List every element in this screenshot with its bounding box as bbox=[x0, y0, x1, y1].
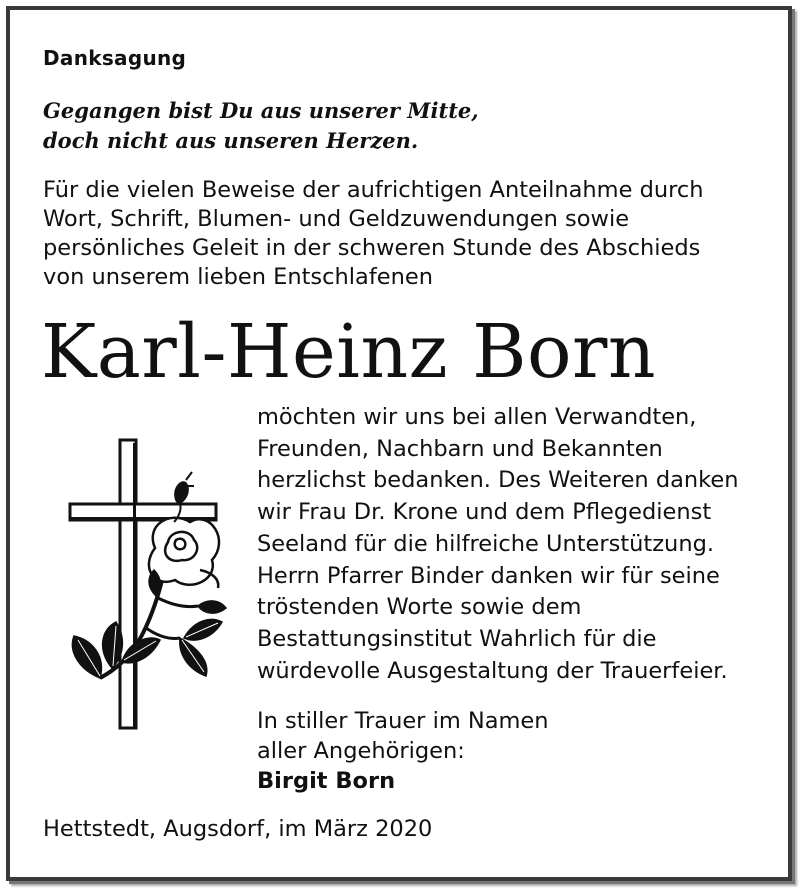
place-date: Hettstedt, Augsdorf, im März 2020 bbox=[43, 816, 433, 842]
quote-line: doch nicht aus unseren Herzen. bbox=[43, 128, 419, 153]
body-line: Herrn Pfarrer Binder danken wir für seine bbox=[257, 562, 720, 589]
body-line: Bestattungsinstitut Wahrlich für die bbox=[257, 625, 657, 652]
quote-line: Gegangen bist Du aus unserer Mitte, bbox=[43, 98, 479, 123]
body-line: wir Frau Dr. Krone und dem Pflegedienst bbox=[257, 499, 712, 526]
intro-paragraph bbox=[43, 176, 763, 292]
body-line: würdevolle Ausgestaltung der Trauerfeier. bbox=[257, 657, 728, 684]
intro-line: Für die vielen Beweise der aufrichtigen Anteilnahme durch bbox=[43, 177, 704, 203]
closing-line: aller Angehörigen: bbox=[257, 738, 465, 764]
intro-line: von unserem lieben Entschlafenen bbox=[43, 264, 433, 290]
body-line: möchten wir uns bei allen Verwandten, bbox=[257, 404, 697, 430]
body-line: tröstenden Worte sowie dem bbox=[257, 594, 582, 621]
intro-line: Wort, Schrift, Blumen- und Geldzuwendungen sowie bbox=[43, 206, 630, 232]
body-line: herzlichst bedanken. Des Weiteren danken bbox=[257, 467, 739, 494]
closing-line: In stiller Trauer im Namen bbox=[257, 708, 549, 734]
intro-line: persönliches Geleit in der schweren Stunde des Abschieds bbox=[43, 235, 701, 261]
body-line: Freunden, Nachbarn und Bekannten bbox=[257, 435, 663, 462]
thanks-paragraph bbox=[257, 402, 767, 687]
body-line: Seeland für die hilfreiche Unterstützung. bbox=[257, 530, 715, 557]
cross-with-rose-icon bbox=[60, 430, 230, 740]
closing-block bbox=[257, 706, 549, 796]
notice-heading: Danksagung bbox=[43, 46, 187, 70]
memorial-quote bbox=[43, 96, 479, 156]
signer-name: Birgit Born bbox=[257, 768, 396, 794]
deceased-name: Karl-Heinz Born bbox=[41, 309, 657, 395]
